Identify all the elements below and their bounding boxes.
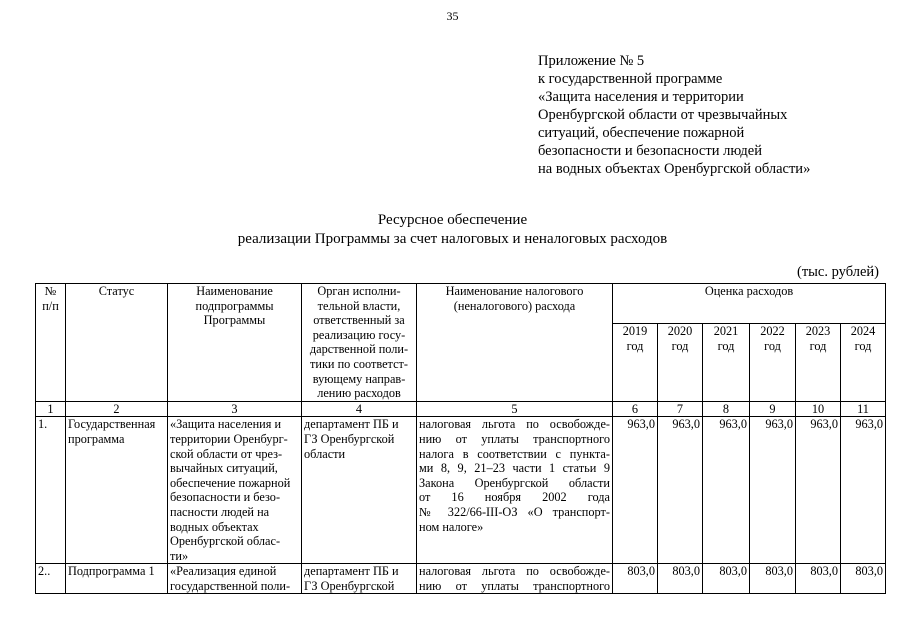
appendix-line: ситуаций, обеспечение пожарной (538, 125, 745, 141)
header-year: 2021 год (703, 324, 750, 402)
row-value: 963,0 (750, 417, 796, 564)
column-number: 2 (66, 401, 168, 417)
column-number: 4 (302, 401, 417, 417)
header-year: 2024 год (841, 324, 886, 402)
row-authority: департамент ПБ и ГЗ Оренбургской (302, 564, 417, 594)
column-number: 8 (703, 401, 750, 417)
column-number: 10 (796, 401, 841, 417)
title-line: Ресурсное обеспечение (377, 212, 528, 228)
row-value: 803,0 (841, 564, 886, 594)
row-expense: налоговая льгота по освобожде- нию от уплаты транспортного налога в соответствии с пункта- ми 8, 9, 21–23 части 1 статьи 9 Закона Оренбургской области от 16 ноября 2002 года № 322/66-III-ОЗ «О транспорт- ном налоге» (417, 417, 613, 564)
row-value: 803,0 (613, 564, 658, 594)
document-title (0, 211, 905, 249)
row-value: 963,0 (658, 417, 703, 564)
header-authority: Орган исполни- тельной власти, ответственный за реализацию госу- дарственной поли- тики по соответст- вующему направ- лению расходов (302, 284, 417, 402)
header-num: № п/п (36, 284, 66, 402)
column-number: 1 (36, 401, 66, 417)
column-number: 6 (613, 401, 658, 417)
row-name: «Реализация единой государственной поли- (168, 564, 302, 594)
row-num: 2.. (36, 564, 66, 594)
appendix-line: на водных объектах Оренбургской области» (538, 161, 811, 177)
appendix-block (538, 52, 810, 178)
row-value: 803,0 (750, 564, 796, 594)
header-year: 2022 год (750, 324, 796, 402)
header-expense: Наименование налогового (неналогового) расхода (417, 284, 613, 402)
appendix-line: к государственной программе (538, 71, 723, 87)
appendix-line: «Защита населения и территории (538, 89, 744, 105)
table-row (36, 564, 886, 594)
row-authority: департамент ПБ и ГЗ Оренбургской области (302, 417, 417, 564)
row-value: 803,0 (703, 564, 750, 594)
header-year: 2019 год (613, 324, 658, 402)
resource-table (35, 283, 886, 594)
row-value: 963,0 (796, 417, 841, 564)
appendix-line: безопасности и безопасности людей (538, 143, 762, 159)
page-number: 35 (446, 9, 459, 23)
row-status: Государственная программа (66, 417, 168, 564)
header-estimate: Оценка расходов (613, 284, 886, 324)
row-value: 803,0 (658, 564, 703, 594)
column-number: 11 (841, 401, 886, 417)
column-number: 5 (417, 401, 613, 417)
row-value: 803,0 (796, 564, 841, 594)
header-status: Статус (66, 284, 168, 402)
header-row (36, 284, 886, 324)
header-subprogram: Наименование подпрограммы Программы (168, 284, 302, 402)
row-value: 963,0 (613, 417, 658, 564)
column-number: 9 (750, 401, 796, 417)
row-value: 963,0 (841, 417, 886, 564)
header-year: 2020 год (658, 324, 703, 402)
header-year: 2023 год (796, 324, 841, 402)
column-number: 7 (658, 401, 703, 417)
row-num: 1. (36, 417, 66, 564)
column-number-row (36, 401, 886, 417)
row-value: 963,0 (703, 417, 750, 564)
appendix-line: Приложение № 5 (538, 53, 645, 69)
row-status: Подпрограмма 1 (66, 564, 168, 594)
row-expense: налоговая льгота по освобожде- нию от уплаты транспортного (417, 564, 613, 594)
unit-label: (тыс. рублей) (797, 264, 879, 280)
title-line: реализации Программы за счет налоговых и неналоговых расходов (237, 231, 668, 247)
column-number: 3 (168, 401, 302, 417)
appendix-line: Оренбургской области от чрезвычайных (538, 107, 788, 123)
row-name: «Защита населения и территории Оренбург- ской области от чрез- вычайных ситуаций, обеспечение пожарной безопасности и безо- пасности людей на водных объектах Оренбургской облас- ти» (168, 417, 302, 564)
table-row (36, 417, 886, 564)
